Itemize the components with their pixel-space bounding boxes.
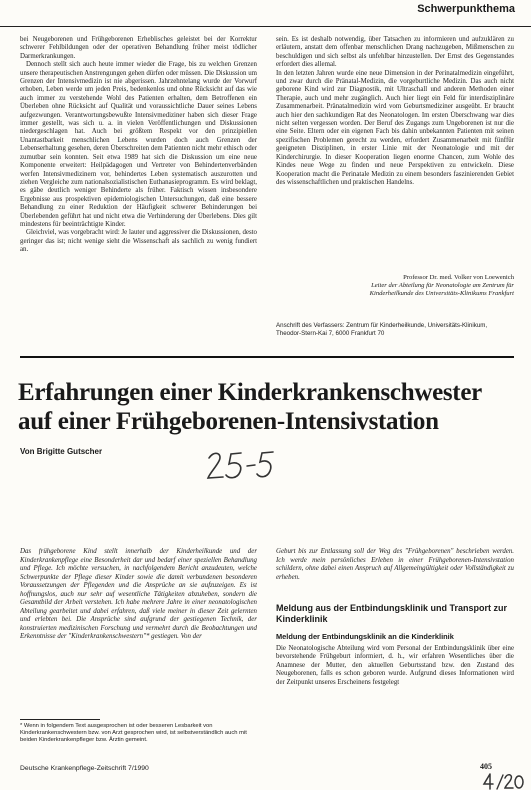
section-header-bar <box>0 0 531 27</box>
paragraph: bei Neugeborenen und Frühgeborenen Erheblisches geleistet bei der Korrektur schwerer Fehlbildungen oder der operativen Behandlung früher meist tödlicher Darmerkrankungen. <box>20 36 257 60</box>
paragraph: Dennoch stellt sich auch heute immer wieder die Frage, bis zu welchen Grenzen unsere therapeutischen Anstrengungen gehen dürfen oder müssen. Die Diskussion um Grenzen der Intensivmedizin ist nie abgerissen. Jahrzehntelang wurde der Vorwurf erhoben, Leben werde um jeden Preis, bedenkenlos und ohne Rücksicht auf das wie auch immer zu verstehende Wohl des Patienten erhalten, dem Betroffenen ein Überleben ohne Rücksicht auf Qualität und voraussichtliche Dauer seines Lebens aufgezwungen. Verantwortungsbewußte Intensivmediziner haben sich dieser Frage immer gestellt, was sich u. a. in vielen Veröffentlichungen und Diskussionen niedergeschlagen hat. Auch bei größtem Respekt vor den prinzipiellen Unantastbarkeit menschlichen Lebens wurden doch auch Grenzen der Lebenserhaltung gesehen, deren Überschreiten dem Patienten nicht mehr ethisch oder zumutbar sein konnten. Seit etwa 1989 hat sich die Diskussion um eine neue Komponente erweitert: Heilpädagogen und Vertreter von Behindertenverbänden werfen Intensivmedizinern vor, behindertes Leben systematisch auszurotten und ziehen Vergleiche zum nationalsozialistischen Euthanasieprogramm. Es wird beklagt, es gäbe deutlich weniger Behinderte als früher. Faktisch wissen insbesondere Ergebnisse aus prospektiven epidemiologischen Untersuchungen, daß eine bessere Behandlung zu einer Reduktion der Häufigkeit schwerer Behinderungen bei Überlebenden geführt hat und nicht etwa die Verhinderung der Überlebens. Dies gilt mindestens für beeinträchtigte Kinder. <box>20 61 257 228</box>
article-title: Erfahrungen einer Kinderkrankenschwester auf einer Frühgeborenen-Intensivstation <box>18 379 482 435</box>
paragraph: In den letzten Jahren wurde eine neue Dimension in der Perinatalmedizin eingeführt, und zwar durch die Pränatal-Medizin, die vorgeburtliche Medizin. Das auch nicht geborene Kind wird zur Diagnostik, mit Ultraschall und anderen Methoden einer Therapie, auch und mehr zugänglich. Auch hier liegt ein Feld für interdisziplinäre Zusammenarbeit. Pränatalmedizin wird vom Geburtsmediziner ausgeübt. Er braucht auch hier den sachkundigen Rat des Neonatologen. Im ersten Überschwang war dies nicht selten vergessen worden. Der Beruf des Zugangs zum Ungeborenen ist nur die eine Seite. Eltern oder ein eigenen Fach bis dahin unbekannten Patienten mit seinen spezifischen Problemen gerecht zu werden, erfordert Zusammenarbeit mit fünffür geeigneten Disziplinen, in erster Linie mit der Neonatologie und mit der Kinderchirurgie. In dieser Kooperation liegen enorme Chancen, zum Wohle des Kindes neue Wege zu finden und neue Perspektiven zu entwickeln. Diese Kooperation macht die Perinatale Medizin zu einem besonders faszinierenden Gebiet des wissenschaftlichen und praktischen Handelns. <box>276 69 514 186</box>
signature-name: Professor Dr. med. Volker von Loewenich <box>403 274 514 281</box>
signature-role: Kinderheilkunde des Universitäts-Klinikums Frankfurt <box>369 290 514 298</box>
page-number: 405 <box>480 762 492 771</box>
article-body: Die Neonatologische Abteilung wird vom Personal der Entbindungsklinik über eine bevorstehende Frühgeburt informiert, d. h., wir erfahren Wesentliches über die Anamnese der Mutter, den aktuellen Geburtsstand bzw. den Zustand des Neugeborenen, falls es schon geboren wurde. Aufgrund dieses Informationen wird der Zeitpunkt unseres Erscheinens festgelegt <box>276 645 514 686</box>
author-address: Anschrift des Verfassers: Zentrum für Kinderheilkunde, Universitäts-Klinikum, Theodor-Stern-Kai 7, 6000 Frankfurt 70 <box>276 322 488 337</box>
author-signature <box>276 274 514 299</box>
journal-footer: Deutsche Krankenpflege-Zeitschrift 7/1990 <box>20 765 149 772</box>
footnote: * Wenn in folgendem Text ausgesprochen ist oder besseren Lesbarkeit von Kinderkrankenschwestern bzw. von Arzt gesprochen wird, ist selbstverständlich auch mit beiden Kinderkrankenpfleger bzw. Ärztin gemeint. <box>20 723 247 743</box>
article-subsubheading: Meldung der Entbindungsklinik an die Kinderklinik <box>276 632 454 641</box>
paragraph: sein. Es ist deshalb notwendig, über Tatsachen zu informieren und aufzuklären zu erläutern, anstatt dem offenbar menschlichen Drang nachzugeben, Mißmenschen zu beschuldigen und sich selbst als unfehlbar hinzustellen. Der Ernst des Gegenstandes erfordert dies allemal. <box>276 36 514 69</box>
handwritten-page-number <box>482 772 526 790</box>
article-byline: Von Brigitte Gutscher <box>20 447 103 456</box>
article-intro-left: Das frühgeborene Kind stellt innerhalb der Kinderheilkunde und der Kinderkrankenpflege eine Besonderheit dar und bedarf einer speziellen Behandlung und Pflege. Ich möchte versuchen, in nachfolgendem Bericht anzudeuten, welche Schwerpunkte der Pflege dieser Kinder sowie die damit verbundenen besonderen Voraussetzungen der Pflegenden und die Ansprüche an sie aufzuzeigen. Es ist hoffnungslos, auch nur sehr auf wesentliche Tätigkeiten abzuheben, sondern die Gesamtbild der Arbeit verstehen. Ich habe mehrere Jahre in einer neonatologischen Abteilung gearbeitet und dabei erfahren, daß viele meiner in dieser Zeit gelernten und erlebten bei. Die Ansprüche sind aufgrund der gestiegenen Technik, der konstruierten medizinischen Forschung und vermehrt durch die Beobachtungen und Erkenntnisse der "Kinderkrankenschwestern"* gestiegen. Von der <box>20 548 257 640</box>
handwritten-note <box>205 449 275 483</box>
section-title: Schwerpunkthema <box>417 3 515 15</box>
section-divider <box>20 356 514 358</box>
paragraph: Gleichviel, was vorgebracht wird: Je lauter und aggressiver die Diskussionen, desto geringer das ist; nicht wenige sieht die Wissenschaft als sachlich zu wenig fundiert an. <box>20 229 257 254</box>
footnote-rule <box>20 719 100 720</box>
signature-role: Leiter der Abteilung für Neonatologie am Zentrum für <box>371 282 514 290</box>
article-intro-right: Geburt bis zur Entlassung soll der Weg des "Frühgeborenen" beschrieben werden. Ich werde mein persönliches Erleben in einer Frühgeborenen-Intensivstation schildern, ohne dabei einen Anspruch auf Allgemeingültigkeit oder Vollständigkeit zu erheben. <box>276 548 514 581</box>
top-article-right-column <box>276 36 514 272</box>
top-article-left-column <box>20 36 257 338</box>
article-subheading: Meldung aus der Entbindungsklinik und Transport zur Kinderklinik <box>276 603 508 624</box>
